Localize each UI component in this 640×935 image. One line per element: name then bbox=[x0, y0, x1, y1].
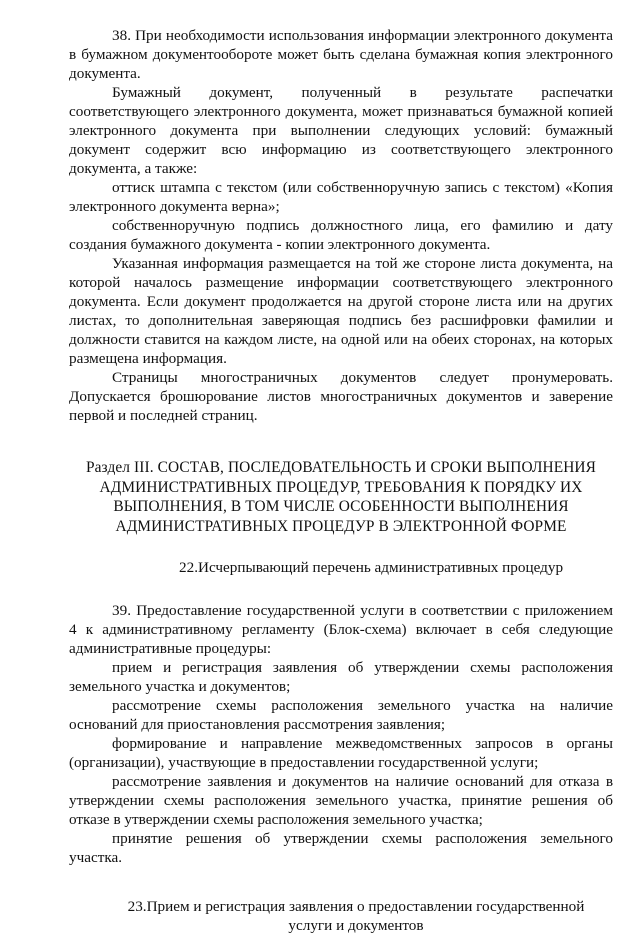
list-item-review-scheme: рассмотрение схемы расположения земельного участка на наличие оснований для приостановления рассмотрения заявления; bbox=[69, 697, 613, 733]
list-item-decision: принятие решения об утверждении схемы расположения земельного участка. bbox=[69, 830, 613, 866]
section-heading: Раздел III. СОСТАВ, ПОСЛЕДОВАТЕЛЬНОСТЬ И СРОКИ ВЫПОЛНЕНИЯ АДМИНИСТРАТИВНЫХ ПРОЦЕДУР, ТРЕБОВАНИЯ К ПОРЯДКУ ИХ ВЫПОЛНЕНИЯ, В ТОМ ЧИСЛЕ ОСОБЕННОСТИ ВЫПОЛНЕНИЯ АДМИНИСТРАТИВНЫХ ПРОЦЕДУР В ЭЛЕКТРОННОЙ ФОРМЕ bbox=[85, 459, 597, 535]
paragraph-placement: Указанная информация размещается на той же стороне листа документа, на которой началось размещение информации соответствующего электронного документа. Если документ продолжается на другой стороне листа или на других листах, то дополнительная заверяющая подпись без расшифровки фамилии и должности ставится на каждом листе, на одной или на обеих сторонах, на которых размещена информация. bbox=[69, 255, 613, 367]
list-item-requests: формирование и направление межведомственных запросов в органы (организации), участвующие в предоставлении государственной услуги; bbox=[69, 735, 613, 771]
subheading-23-line-2: услуги и документов bbox=[288, 917, 424, 934]
list-item-stamp: оттиск штампа с текстом (или собственноручную запись с текстом) «Копия электронного документа верна»; bbox=[69, 179, 613, 215]
subheading-23-line-1: 23.Прием и регистрация заявления о предоставлении государственной bbox=[127, 898, 585, 915]
list-item-signature: собственноручную подпись должностного лица, его фамилию и дату создания бумажного документа - копии электронного документа. bbox=[69, 217, 613, 253]
subheading-22: 22.Исчерпывающий перечень административных процедур bbox=[179, 559, 564, 576]
paragraph-paper-copy: Бумажный документ, полученный в результате распечатки соответствующего электронного документа, может признаваться бумажной копией электронного документа при выполнении следующих условий: бумажный документ содержит всю информацию из соответствующего электронного документа, а также: bbox=[69, 84, 613, 177]
paragraph-39: 39. Предоставление государственной услуги в соответствии с приложением 4 к административному регламенту (Блок-схема) включает в себя следующие административные процедуры: bbox=[69, 602, 613, 657]
list-item-review-application: рассмотрение заявления и документов на наличие оснований для отказа в утверждении схемы расположения земельного участка, принятие решения об отказе в утверждении схемы расположения земельного участка; bbox=[69, 773, 613, 828]
subheading-23 bbox=[69, 897, 613, 935]
paragraph-38: 38. При необходимости использования информации электронного документа в бумажном документообороте может быть сделана бумажная копия электронного документа. bbox=[69, 27, 613, 82]
paragraph-numbering: Страницы многостраничных документов следует пронумеровать. Допускается брошюрование листов многостраничных документов и заверение первой и последней страниц. bbox=[69, 369, 613, 424]
list-item-reception: прием и регистрация заявления об утверждении схемы расположения земельного участка и документов; bbox=[69, 659, 613, 695]
